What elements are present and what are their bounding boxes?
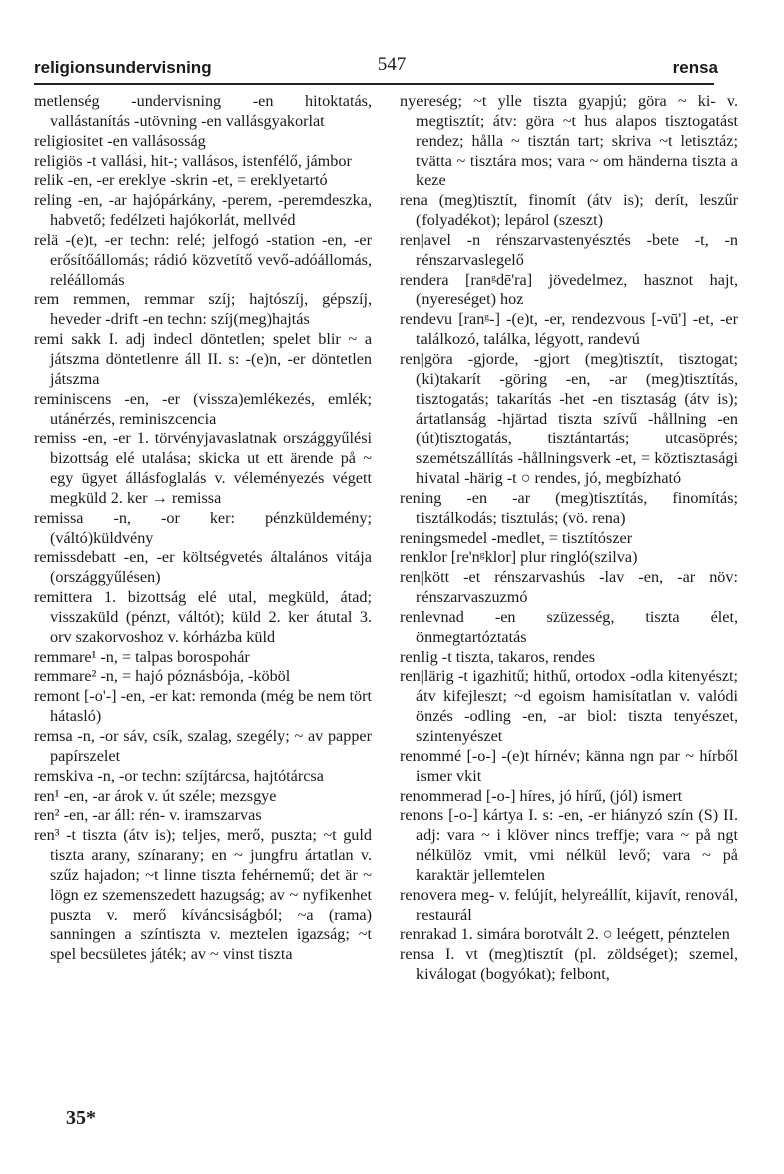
dictionary-entry: remissa -n, -or ker: pénzküldemény; (váltó)küldvény [34, 508, 372, 547]
dictionary-entry: renommerad [-o-] híres, jó hírű, (jól) ismert [400, 786, 683, 805]
dictionary-entry: rem remmen, remmar szíj; hajtószíj, gépszíj, heveder -drift -en techn: szíj(meg)hajtás [34, 290, 372, 329]
dictionary-entry: renommé [-o-] -(e)t hírnév; känna ngn par ~ hírből ismer vkit [400, 746, 738, 785]
dictionary-entry: renklor [re'nᵍklor] plur ringló(szilva) [400, 548, 638, 567]
dictionary-entry: ren|göra -gjorde, -gjort (meg)tisztít, tisztogat; (ki)takarít -göring -en, -ar (meg)tisztítás, tisztogatás; takarítás -het -en tisztaság (átv is); ártatlanság -hjärtad tiszta szívű -hållning -en (út)tisztogatás, tisztántartás; utcasöprés; szemétszállítás -hållningsverk -et, = köztisztasági hivatal -härig -t ○ rendes, jó, megbízható [400, 349, 738, 488]
dictionary-entry: remmare² -n, = hajó póznásbója, -köböl [34, 667, 291, 686]
dictionary-entry: renons [-o-] kártya I. s: -en, -er hiányzó szín (S) II. adj: vara ~ i klöver nincs treffje; vara ~ på ngt nélkülöz vmit, vmi nélkül levő; vara ~ på karaktär jellemtelen [400, 806, 738, 884]
signature-mark: 35* [66, 1107, 96, 1129]
dictionary-entry: remskiva -n, -or techn: szíjtárcsa, hajtótárcsa [34, 766, 324, 785]
dictionary-entry: religiös -t vallási, hit-; vallásos, istenfélő, jámbor [34, 151, 352, 170]
dictionary-entry: ren|kött -et rénszarvashús -lav -en, -ar növ: rénszarvaszuzmó [400, 568, 738, 607]
dictionary-entry: remmare¹ -n, = talpas borospohár [34, 647, 250, 666]
dictionary-entry: relä -(e)t, -er techn: relé; jelfogó -station -en, -er erősítőállomás; rádió közvetítő vevő-adóállomás, reléállomás [34, 230, 372, 289]
dictionary-entry: ren|avel -n rénszarvastenyésztés -bete -t, -n rénszarvaslegelő [400, 230, 738, 269]
dictionary-entry: rendevu [ranᵍ-] -(e)t, -er, rendezvous [-vū'] -et, -er találkozó, találka, légyott, randevú [400, 310, 738, 349]
dictionary-entry: renlig -t tiszta, takaros, rendes [400, 647, 596, 666]
right-column [400, 92, 738, 1102]
dictionary-entry: ren² -en, -ar áll: rén- v. iramszarvas [34, 806, 262, 825]
dictionary-entry: rening -en -ar (meg)tisztítás, finomítás; tisztálkodás; tisztulás; (vö. rena) [400, 488, 738, 527]
dictionary-entry: ren³ -t tiszta (átv is); teljes, merő, puszta; ~t guld tiszta arany, színarany; en ~ jungfru ártatlan v. szűz hajadon; ~t linne tiszta fehérnemű; det är ~ lögn ez szemenszedett hazugság; av ~ nyfikenhet puszta v. merő kíváncsiságból; ~a (rama) sanningen a színtiszta v. meztelen igazság; ~t spel becsületes játék; av ~ vinst tiszta [34, 826, 372, 964]
page-number: 547 [377, 54, 407, 75]
dictionary-entry: relik -en, -er ereklye -skrin -et, = ereklyetartó [34, 171, 328, 190]
dictionary-entry: remissdebatt -en, -er költségvetés általános vitája (országgyűlésen) [34, 548, 372, 587]
dictionary-entry: rendera [ranᵍdē'ra] jövedelmez, hasznot hajt, (nyereséget) hoz [400, 270, 738, 309]
header-right-guideword: rensa [672, 58, 718, 77]
dictionary-entry: renlevnad -en szüzesség, tiszta élet, önmegtartóztatás [400, 607, 738, 646]
dictionary-entry: remittera 1. bizottság elé utal, megküld, átad; visszaküld (pénzt, váltót); küld 2. ker átutal 3. orv szakorvoshoz v. kórházba küld [34, 588, 372, 646]
dictionary-entry: remsa -n, -or sáv, csík, szalag, szegély; ~ av papper papírszelet [34, 727, 372, 765]
dictionary-entry: renrakad 1. simára borotvált 2. ○ leégett, pénztelen [400, 925, 730, 944]
dictionary-entry: remiss -en, -er 1. törvényjavaslatnak országgyűlési bizottság elé utalása; skicka ut ett ärende på ~ egy ügyet állásfoglalás v. véleményezés végett megküld 2. ker → remissa [34, 429, 372, 507]
dictionary-entry: ren¹ -en, -ar árok v. út széle; mezsgye [34, 786, 277, 805]
dictionary-entry: metlenség -undervisning -en hitoktatás, vallástanítás -utövning -en vallásgyakorlat [34, 92, 372, 130]
dictionary-entry: remi sakk I. adj indecl döntetlen; spelet blir ~ a játszma döntetlenre áll II. s: -(e)n, -er döntetlen játszma [34, 330, 372, 388]
dictionary-entry: religiositet -en vallásosság [34, 131, 206, 150]
dictionary-entry: rena (meg)tisztít, finomít (átv is); derít, leszűr (folyadékot); lepárol (szeszt) [400, 191, 738, 230]
running-header [0, 52, 784, 82]
dictionary-entry: rensa I. vt (meg)tisztít (pl. zöldséget); szemel, kiválogat (bogyókat); felbont, [400, 945, 738, 984]
dictionary-entry: reling -en, -ar hajópárkány, -perem, -peremdeszka, habvető; fedélzeti hajókorlát, mellvéd [34, 191, 372, 230]
left-column [34, 92, 372, 1102]
header-rule [34, 83, 714, 85]
dictionary-entry: ren|lärig -t igazhitű; hithű, ortodox -odla kitenyészt; átv kifejleszt; ~d egoism hamisítatlan v. valódi önzés -odling -en, -ar biol: tiszta tenyészet, szintenyészet [400, 667, 738, 745]
dictionary-entry: renovera meg- v. felújít, helyreállít, kijavít, renovál, restaurál [400, 885, 738, 924]
header-left-guideword: religionsundervisning [34, 58, 212, 77]
dictionary-entry: reminiscens -en, -er (vissza)emlékezés, emlék; utánérzés, reminiszcencia [34, 389, 372, 428]
dictionary-entry: nyereség; ~t ylle tiszta gyapjú; göra ~ ki- v. megtisztít; átv: göra ~t hus alapos tisztogatást rendez; hålla ~ tisztán tart; skriva ~t letisztáz; tvätta ~ tisztára mos; vara ~ om händerna tiszta a keze [400, 92, 738, 190]
dictionary-entry: remont [-o'-] -en, -er kat: remonda (még be nem tört hátasló) [34, 687, 372, 726]
dictionary-entry: reningsmedel -medlet, = tisztítószer [400, 528, 633, 547]
